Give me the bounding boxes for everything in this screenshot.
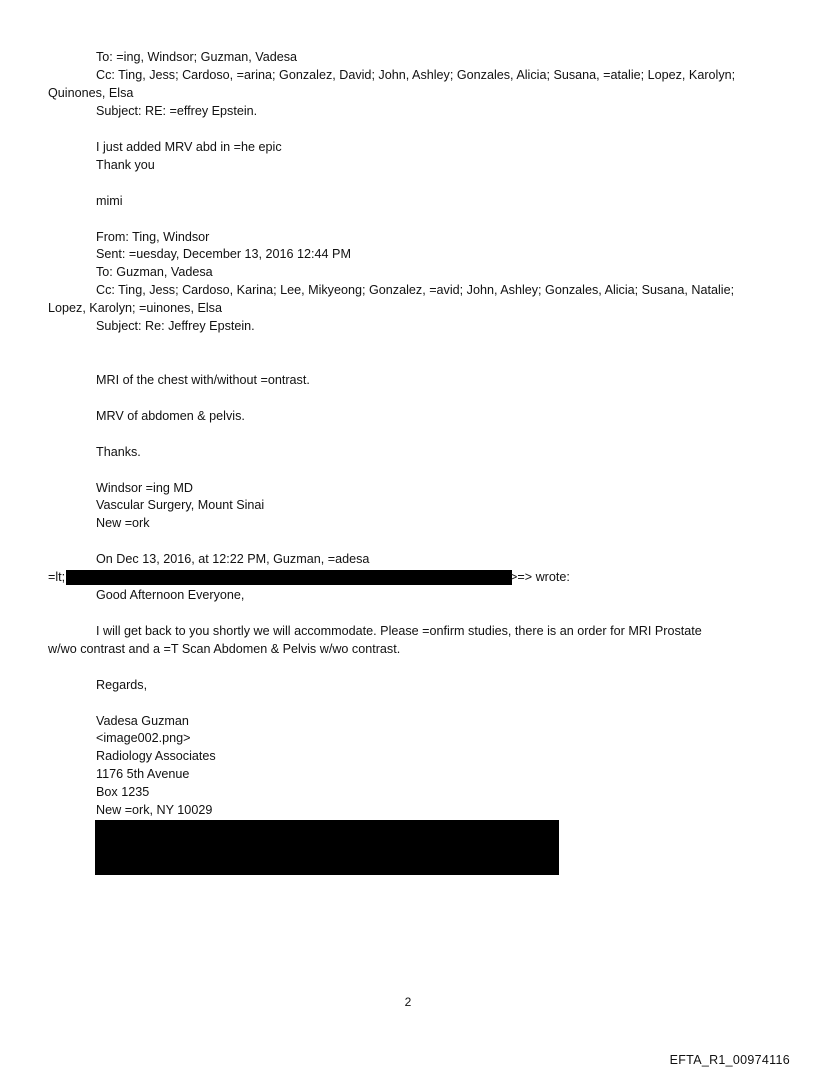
signature-name: Vadesa Guzman [96, 714, 189, 728]
body-line: MRV of abdomen & pelvis. [96, 409, 245, 423]
header-cc-line-continued: Quinones, Elsa [48, 86, 134, 100]
quote-paragraph-line: I will get back to you shortly we will accommodate. Please =onfirm studies, there is an order for MRI Prostate [96, 624, 702, 638]
body-line: Thank you [96, 158, 155, 172]
quote-wrote: >=> wrote: [510, 570, 570, 584]
signature-organization: Radiology Associates [96, 749, 216, 763]
header-from-line: From: Ting, Windsor [96, 230, 210, 244]
signature-city: New =ork [96, 516, 150, 530]
redaction-block [95, 820, 559, 875]
header-subject-line: Subject: Re: Jeffrey Epstein. [96, 319, 255, 333]
header-to-line: To: =ing, Windsor; Guzman, Vadesa [96, 50, 298, 64]
header-to-line: To: Guzman, Vadesa [96, 265, 213, 279]
bates-number: EFTA_R1_00974116 [669, 1053, 790, 1067]
quote-lt-entity: =lt; [48, 570, 66, 584]
signature-department: Vascular Surgery, Mount Sinai [96, 498, 265, 512]
header-cc-line: Cc: Ting, Jess; Cardoso, Karina; Lee, Mikyeong; Gonzalez, =avid; John, Ashley; Gonzales, Alicia; Susana, Natalie; [96, 283, 735, 297]
signature-address-line: Box 1235 [96, 785, 150, 799]
body-line: MRI of the chest with/without =ontrast. [96, 373, 310, 387]
signature-address-line: New =ork, NY 10029 [96, 803, 213, 817]
header-cc-line: Cc: Ting, Jess; Cardoso, =arina; Gonzalez, David; John, Ashley; Gonzales, Alicia; Susana, =atalie; Lopez, Karolyn; [96, 68, 736, 82]
header-sent-line: Sent: =uesday, December 13, 2016 12:44 PM [96, 247, 351, 261]
header-cc-line-continued: Lopez, Karolyn; =uinones, Elsa [48, 301, 222, 315]
quote-greeting: Good Afternoon Everyone, [96, 588, 245, 602]
signature-image-placeholder: <image002.png> [96, 731, 191, 745]
signature-name: Windsor =ing MD [96, 481, 193, 495]
body-line: Thanks. [96, 445, 141, 459]
quote-paragraph-line-continued: w/wo contrast and a =T Scan Abdomen & Pelvis w/wo contrast. [48, 642, 401, 656]
body-line: I just added MRV abd in =he epic [96, 140, 282, 154]
body-signoff: mimi [96, 194, 123, 208]
redaction-bar [66, 570, 512, 585]
page-number: 2 [404, 995, 412, 1009]
header-subject-line: Subject: RE: =effrey Epstein. [96, 104, 258, 118]
quote-intro-line: On Dec 13, 2016, at 12:22 PM, Guzman, =adesa [96, 552, 370, 566]
signature-address-line: 1176 5th Avenue [96, 767, 190, 781]
quote-regards: Regards, [96, 678, 148, 692]
